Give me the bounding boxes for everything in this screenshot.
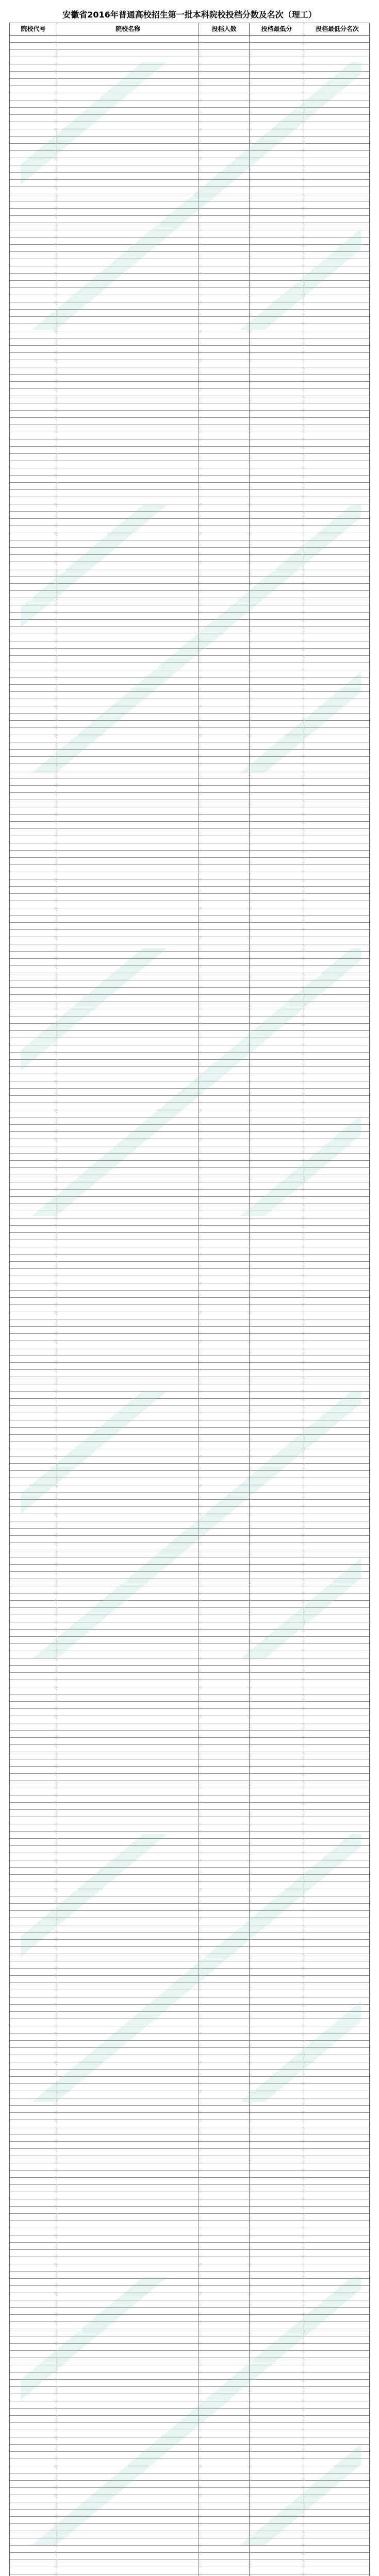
table-body [10,36,369,2576]
table-header [10,23,369,36]
column-header-min-score: 投档最低分 [250,23,304,35]
column-header-school-code: 院校代号 [10,23,57,35]
column-header-school-name: 院校名称 [57,23,199,35]
column-header-min-score-rank: 投档最低分名次 [315,25,359,32]
admission-score-table [9,23,370,2576]
column-header-admitted-count: 投档人数 [199,23,250,35]
page-title: 安徽省2016年普通高校招生第一批本科院校投档分数及名次（理工） [62,10,317,20]
